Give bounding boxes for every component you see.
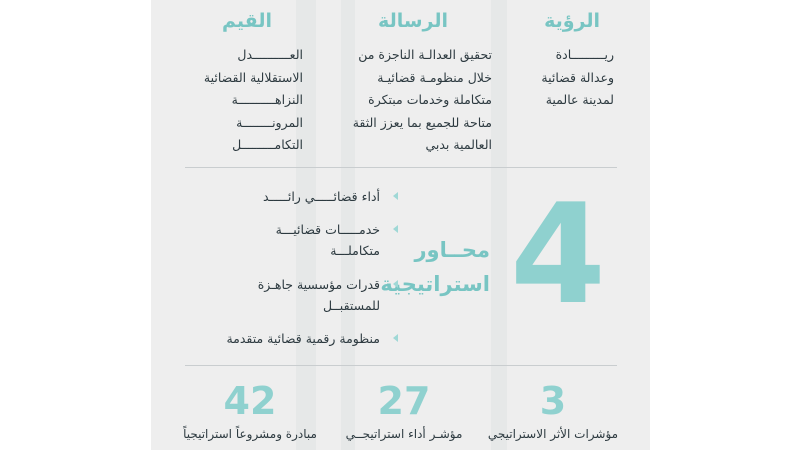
pillar-item (263, 186, 380, 207)
pillar-item (258, 274, 380, 316)
pillar-label: منظومة رقمية قضائية متقدمة (226, 331, 380, 346)
bullet-triangle-icon (393, 280, 398, 288)
pillars-title-line: استراتيجية (380, 272, 490, 296)
stat-label: مبادرة ومشروعاً استراتيجياً (183, 427, 317, 441)
stat-value: 3 (539, 379, 567, 423)
mission-line: متاحة للجميع بما يعزز الثقة (352, 114, 492, 130)
pillar-label: خدمـــــات قضائيـــة (275, 222, 380, 237)
pillar-label: أداء قضائـــــي رائـــــد (262, 189, 380, 204)
mission-line: تحقيق العدالـة الناجزة من (358, 47, 492, 62)
section-divider (185, 167, 617, 168)
vision-line: وعدالة قضائية (541, 69, 614, 85)
mission-line: العالمية بدبي (425, 137, 492, 152)
values-line: العــــــــــدل (237, 47, 303, 62)
mission-line: خلال منظومـة قضائيـة (377, 69, 492, 85)
vision-text (530, 44, 614, 112)
pillar-label: للمستقبــل (323, 298, 380, 313)
pillar-item (276, 219, 380, 261)
values-line: الاستقلالية القضائية (203, 69, 303, 85)
values-line: التكامـــــــــل (232, 137, 303, 152)
pillars-count: 4 (509, 174, 607, 335)
pillars-title (370, 233, 490, 301)
stat-value: 27 (377, 379, 431, 423)
pillar-label: قدرات مؤسسية جاهـزة (257, 277, 380, 292)
values-line: المرونــــــــة (236, 114, 303, 130)
values-text (191, 44, 303, 157)
pillar-item (226, 328, 380, 349)
stat-label: مؤشرات الأثر الاستراتيجي (487, 427, 619, 441)
values-line: النزاهــــــــــة (231, 92, 303, 107)
stat-value: 42 (223, 379, 277, 423)
bullet-triangle-icon (393, 192, 398, 200)
mission-line: متكاملة وخدمات مبتكرة (368, 92, 492, 107)
pillars-title-line: محــاور (414, 238, 490, 262)
values-heading: القيم (222, 10, 272, 32)
vision-line: لمدينة عالمية (545, 92, 614, 107)
section-divider (185, 365, 617, 366)
mission-text (324, 44, 492, 157)
mission-heading: الرسالة (378, 10, 448, 32)
bullet-triangle-icon (393, 225, 398, 233)
bullet-triangle-icon (393, 334, 398, 342)
pillar-label: متكاملـــة (330, 243, 380, 258)
vision-heading: الرؤية (544, 10, 600, 32)
stat-label: مؤشـر أداء استراتيجــي (345, 427, 463, 441)
vision-line: ريـــــــــادة (555, 47, 614, 62)
